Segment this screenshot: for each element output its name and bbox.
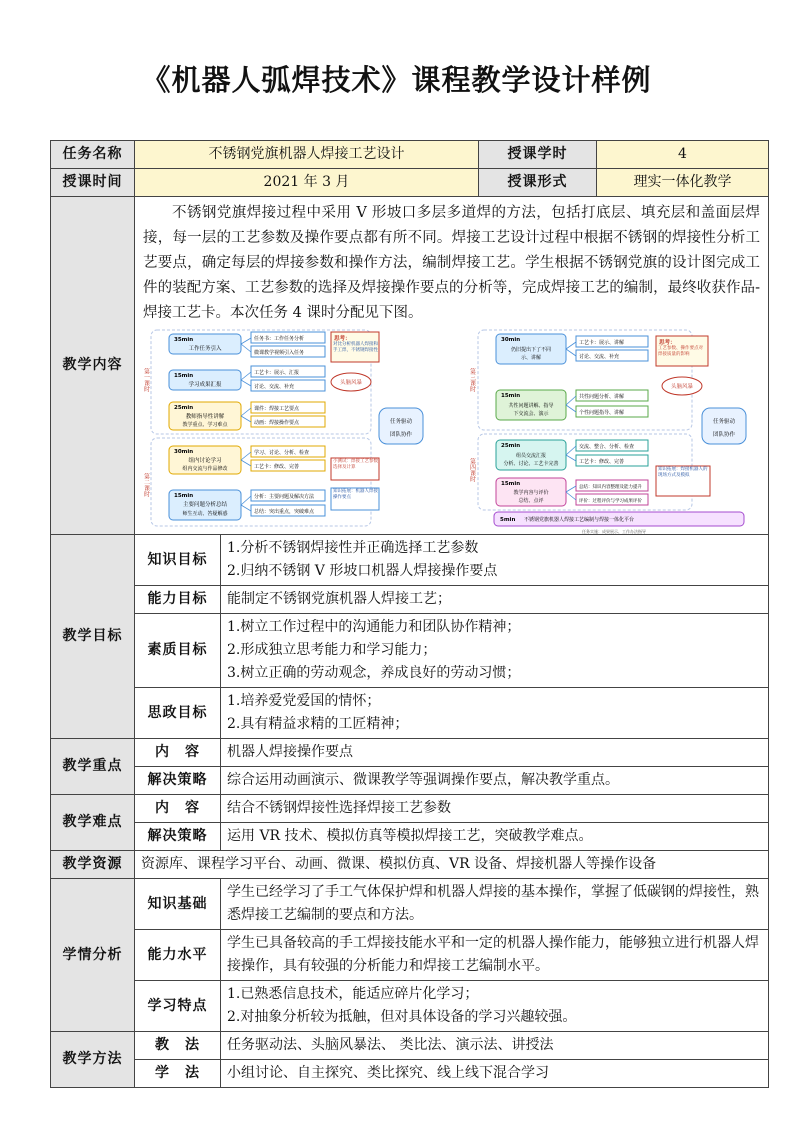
methods-label: 教学方法	[51, 1032, 135, 1088]
level-label: 能力水平	[135, 930, 221, 981]
ideology-goal-1: 1.培养爱党爱国的情怀；	[227, 693, 381, 709]
svg-text:学习、讨论、分析、检查: 学习、讨论、分析、检查	[254, 450, 310, 456]
svg-text:15min: 15min	[501, 481, 521, 487]
difficulty-strategy-value: 运用 VR 技术、模拟仿真等模拟焊接工艺，突破教学难点。	[221, 823, 769, 851]
svg-text:示、讲解: 示、讲解	[520, 355, 542, 361]
content-cell	[135, 197, 769, 535]
knowledge-goal-cell	[221, 535, 769, 586]
hours-label: 授课学时	[479, 141, 597, 169]
lesson3-label: 第三课时	[468, 368, 476, 392]
task-drive-box-right	[702, 408, 746, 444]
svg-text:个性问题指导、讲解: 个性问题指导、讲解	[579, 410, 625, 416]
key-label: 教学重点	[51, 739, 135, 795]
row-ideology-goal	[51, 688, 769, 739]
trait-label: 学习特点	[135, 981, 221, 1032]
trait-cell	[221, 981, 769, 1032]
task-name-value: 不锈钢党旗机器人焊接工艺设计	[135, 141, 479, 169]
svg-text:主要问题分析总结: 主要问题分析总结	[182, 502, 228, 508]
svg-text:5min: 5min	[500, 517, 516, 523]
svg-text:下交流会、演示: 下交流会、演示	[513, 411, 549, 417]
content-paragraph: 不锈钢党旗焊接过程中采用 V 形坡口多层多道焊的方法，包括打底层、填充层和盖面层焊接，每一层的工艺参数及操作要点都有所不同。焊接工艺设计过程中根据不锈钢的焊接性分析工艺要点，确定每层的焊接参数和操作方法，编制焊接工艺。学生根据不锈钢党旗的设计图完成工件的装配方案、工艺参数的选择及焊接操作要点的分析等，完成焊接工艺的编制，最终收获作品-焊接工艺卡。本次任务 4 课时分配见下图。	[143, 205, 760, 321]
task-name-label: 任务名称	[51, 141, 135, 169]
ideology-goal-2: 2.具有精益求精的工匠精神；	[227, 716, 409, 732]
time-value: 2021 年 3 月	[135, 169, 479, 197]
row-content	[51, 197, 769, 535]
svg-text:头脑风暴: 头脑风暴	[339, 380, 363, 386]
brainstorm-bubble	[331, 373, 371, 391]
time-label: 授课时间	[51, 169, 135, 197]
svg-text:任务书：工作任务分析: 任务书：工作任务分析	[254, 336, 305, 342]
svg-text:微课教学视频引入任务: 微课教学视频引入任务	[254, 350, 305, 356]
connectors	[241, 338, 251, 511]
svg-text:任务驱动: 任务驱动	[712, 419, 736, 425]
diagram-lessons-1-2	[139, 328, 441, 528]
row-resources	[51, 851, 769, 879]
svg-text:共性问题讲解、指导: 共性问题讲解、指导	[508, 403, 554, 409]
svg-text:思考：: 思考：	[334, 336, 351, 342]
content-label: 教学内容	[51, 197, 135, 535]
quality-goal-2: 2.形成独立思考能力和学习能力；	[227, 642, 437, 658]
expand-box-right	[656, 466, 710, 496]
learn-method-label: 学 法	[135, 1060, 221, 1088]
expand-text: 知识拓展：机器人焊接操作要点	[333, 489, 378, 500]
analysis-label: 学情分析	[51, 879, 135, 1032]
quality-goal-cell	[221, 614, 769, 688]
row-key-content	[51, 739, 769, 767]
svg-text:师生互动、答疑解惑: 师生互动、答疑解惑	[182, 511, 228, 517]
test-text: 小测试：焊接工艺参数选择及计算	[333, 459, 378, 470]
base-label: 知识基础	[135, 879, 221, 930]
svg-text:15min: 15min	[501, 393, 521, 399]
key-content-value: 机器人焊接操作要点	[221, 739, 769, 767]
test-box	[331, 458, 379, 480]
row-task-name	[51, 141, 769, 169]
svg-text:教学内容与评价: 教学内容与评价	[513, 490, 549, 496]
row-knowledge-base	[51, 879, 769, 930]
row-learn-method	[51, 1060, 769, 1088]
resources-value: 资源库、课程学习平台、动画、微课、模拟仿真、VR 设备、焊接机器人等操作设备	[135, 851, 769, 879]
row-teach-method	[51, 1032, 769, 1060]
svg-text:总结：知识内容整理及能力提升: 总结：知识内容整理及能力提升	[579, 485, 642, 490]
teach-method-label: 教 法	[135, 1032, 221, 1060]
knowledge-goal-2: 2.归纳不锈钢 V 形坡口机器人焊接操作要点	[227, 563, 498, 579]
step-r3	[496, 440, 566, 470]
step-1	[169, 334, 241, 354]
bottom-note: 任务实施：成果展示、工作办法指导	[582, 529, 646, 534]
knowledge-goal-label: 知识目标	[135, 535, 221, 586]
task-drive-box	[379, 408, 423, 444]
svg-text:讨论、交流、补充: 讨论、交流、补充	[579, 354, 620, 360]
svg-text:工艺卡：展示、汇报: 工艺卡：展示、汇报	[254, 370, 300, 376]
connectors-right	[566, 342, 576, 500]
svg-text:工艺卡：修改、完善: 工艺卡：修改、完善	[254, 464, 300, 470]
svg-text:动画：焊接操作要点: 动画：焊接操作要点	[254, 420, 300, 426]
ability-goal-value: 能制定不锈钢党旗机器人焊接工艺；	[221, 586, 769, 614]
svg-text:25min: 25min	[174, 405, 194, 411]
quality-goal-1: 1.树立工作过程中的沟通能力和团队协作精神；	[227, 619, 521, 635]
difficulty-content-value: 结合不锈钢焊接性选择焊接工艺参数	[221, 795, 769, 823]
svg-text:教师指导性讲解: 教师指导性讲解	[185, 414, 225, 420]
step-r2	[496, 390, 566, 420]
think-box-right	[656, 336, 708, 366]
level-value: 学生已具备较高的手工焊接技能水平和一定的机器人操作能力，能够独立进行机器人焊接操作，具有较强的分析能力和焊接工艺编制水平。	[221, 930, 769, 981]
svg-text:30min: 30min	[174, 449, 194, 455]
trait-1: 1.已熟悉信息技术，能适应碎片化学习；	[227, 986, 479, 1002]
difficulty-label: 教学难点	[51, 795, 135, 851]
step-2	[169, 370, 241, 390]
row-ability-goal	[51, 586, 769, 614]
objectives-label: 教学目标	[51, 535, 135, 739]
svg-text:教学重点、学习难点: 教学重点、学习难点	[182, 422, 228, 428]
hours-value: 4	[597, 141, 769, 169]
row-key-strategy	[51, 767, 769, 795]
svg-text:分析：主要问题及解决方法: 分析：主要问题及解决方法	[254, 494, 315, 500]
row-difficulty-strategy	[51, 823, 769, 851]
svg-text:头脑风暴: 头脑风暴	[670, 384, 694, 390]
trait-2: 2.对抽象分析较为抵触，但对具体设备的学习兴趣较强。	[227, 1009, 577, 1025]
lesson2-label: 第二课时	[142, 473, 150, 497]
svg-text:25min: 25min	[501, 443, 521, 449]
svg-text:15min: 15min	[174, 493, 194, 499]
svg-text:总结：突出重点，突破难点: 总结：突出重点，突破难点	[254, 509, 315, 515]
row-difficulty-content	[51, 795, 769, 823]
svg-text:团队协作: 团队协作	[712, 432, 736, 438]
svg-text:30min: 30min	[501, 337, 521, 343]
think-box	[331, 332, 379, 362]
lesson4-label: 第四课时	[468, 458, 476, 482]
step-3	[169, 402, 241, 430]
svg-text:共性问题分析、讲解: 共性问题分析、讲解	[579, 394, 625, 400]
lesson1-label: 第一课时	[142, 368, 150, 392]
row-quality-goal	[51, 614, 769, 688]
svg-text:总结、点评: 总结、点评	[518, 498, 544, 504]
svg-text:组内交流与作品修改: 组内交流与作品修改	[182, 466, 228, 472]
svg-text:工艺卡：修改、完善: 工艺卡：修改、完善	[579, 459, 625, 465]
page-title: 《机器人弧焊技术》课程教学设计样例	[141, 63, 652, 97]
row-ability-level	[51, 930, 769, 981]
svg-text:评价：过程评价与学习成果评价: 评价：过程评价与学习成果评价	[579, 499, 642, 504]
knowledge-goal-1: 1.分析不锈钢焊接性并正确选择工艺参数	[227, 540, 479, 556]
difficulty-content-label: 内 容	[135, 795, 221, 823]
key-strategy-label: 解决策略	[135, 767, 221, 795]
svg-text:35min: 35min	[174, 337, 194, 343]
svg-text:不锈钢党旗机器人焊接工艺编制与焊接一体化平台: 不锈钢党旗机器人焊接工艺编制与焊接一体化平台	[524, 517, 635, 523]
svg-text:任务驱动: 任务驱动	[389, 419, 413, 425]
svg-text:课件：焊接工艺要点: 课件：焊接工艺要点	[254, 406, 300, 412]
think-text-right: 工艺参数、操作要点对焊接质量的影响	[658, 346, 703, 357]
svg-text:工艺卡：展示、讲解: 工艺卡：展示、讲解	[579, 340, 625, 346]
key-strategy-value: 综合运用动画演示、微课教学等强调操作要点，解决教学重点。	[221, 767, 769, 795]
ideology-goal-label: 思政目标	[135, 688, 221, 739]
base-value: 学生已经学习了手工气体保护焊和机器人焊接的基本操作，掌握了低碳钢的焊接性，熟悉焊接工艺编制的要点和方法。	[221, 879, 769, 930]
row-knowledge-goal	[51, 535, 769, 586]
row-learning-traits	[51, 981, 769, 1032]
svg-text:讨论、交流、补充: 讨论、交流、补充	[254, 384, 295, 390]
form-value: 理实一体化教学	[597, 169, 769, 197]
diagram-lessons-3-4	[464, 328, 764, 534]
ideology-goal-cell	[221, 688, 769, 739]
svg-text:15min: 15min	[174, 373, 194, 379]
step-5	[169, 490, 241, 520]
step-r5	[494, 512, 744, 526]
lesson-allocation-diagram	[139, 326, 764, 532]
ability-goal-label: 能力目标	[135, 586, 221, 614]
teach-method-value: 任务驱动法、头脑风暴法、 类比法、演示法、讲授法	[221, 1032, 769, 1060]
key-content-label: 内 容	[135, 739, 221, 767]
think-text: 对比分析机器人焊接和手工焊，不锈钢焊接性	[333, 342, 378, 353]
expand-text-right: 知识拓展：焊接机器人的现场方式及模拟	[658, 467, 708, 478]
detail-boxes	[251, 332, 325, 516]
brainstorm-bubble-right	[662, 377, 702, 395]
quality-goal-3: 3.树立正确的劳动观念，养成良好的劳动习惯；	[227, 665, 521, 681]
detail-boxes-right	[576, 336, 648, 505]
svg-text:仍旧提出下了不同: 仍旧提出下了不同	[510, 347, 552, 353]
row-time	[51, 169, 769, 197]
step-4	[169, 446, 241, 474]
form-label: 授课形式	[479, 169, 597, 197]
step-r4	[496, 478, 566, 506]
svg-text:组员交流汇报: 组员交流汇报	[515, 453, 547, 459]
svg-text:组内讨论学习: 组内讨论学习	[188, 458, 222, 464]
svg-text:思考：: 思考：	[659, 340, 676, 346]
svg-text:工作任务引入: 工作任务引入	[188, 346, 222, 352]
step-r1	[496, 334, 566, 364]
difficulty-strategy-label: 解决策略	[135, 823, 221, 851]
learn-method-value: 小组讨论、自主探究、类比探究、线上线下混合学习	[221, 1060, 769, 1088]
lesson-plan-table	[50, 140, 769, 1088]
svg-text:学习成果汇报: 学习成果汇报	[188, 382, 222, 388]
resources-label: 教学资源	[51, 851, 135, 879]
quality-goal-label: 素质目标	[135, 614, 221, 688]
svg-text:分析、讨论、工艺卡完善: 分析、讨论、工艺卡完善	[503, 461, 559, 467]
expand-box	[331, 488, 379, 510]
svg-text:交流、整合、分析、检查: 交流、整合、分析、检查	[579, 444, 635, 450]
svg-text:团队协作: 团队协作	[389, 432, 413, 438]
